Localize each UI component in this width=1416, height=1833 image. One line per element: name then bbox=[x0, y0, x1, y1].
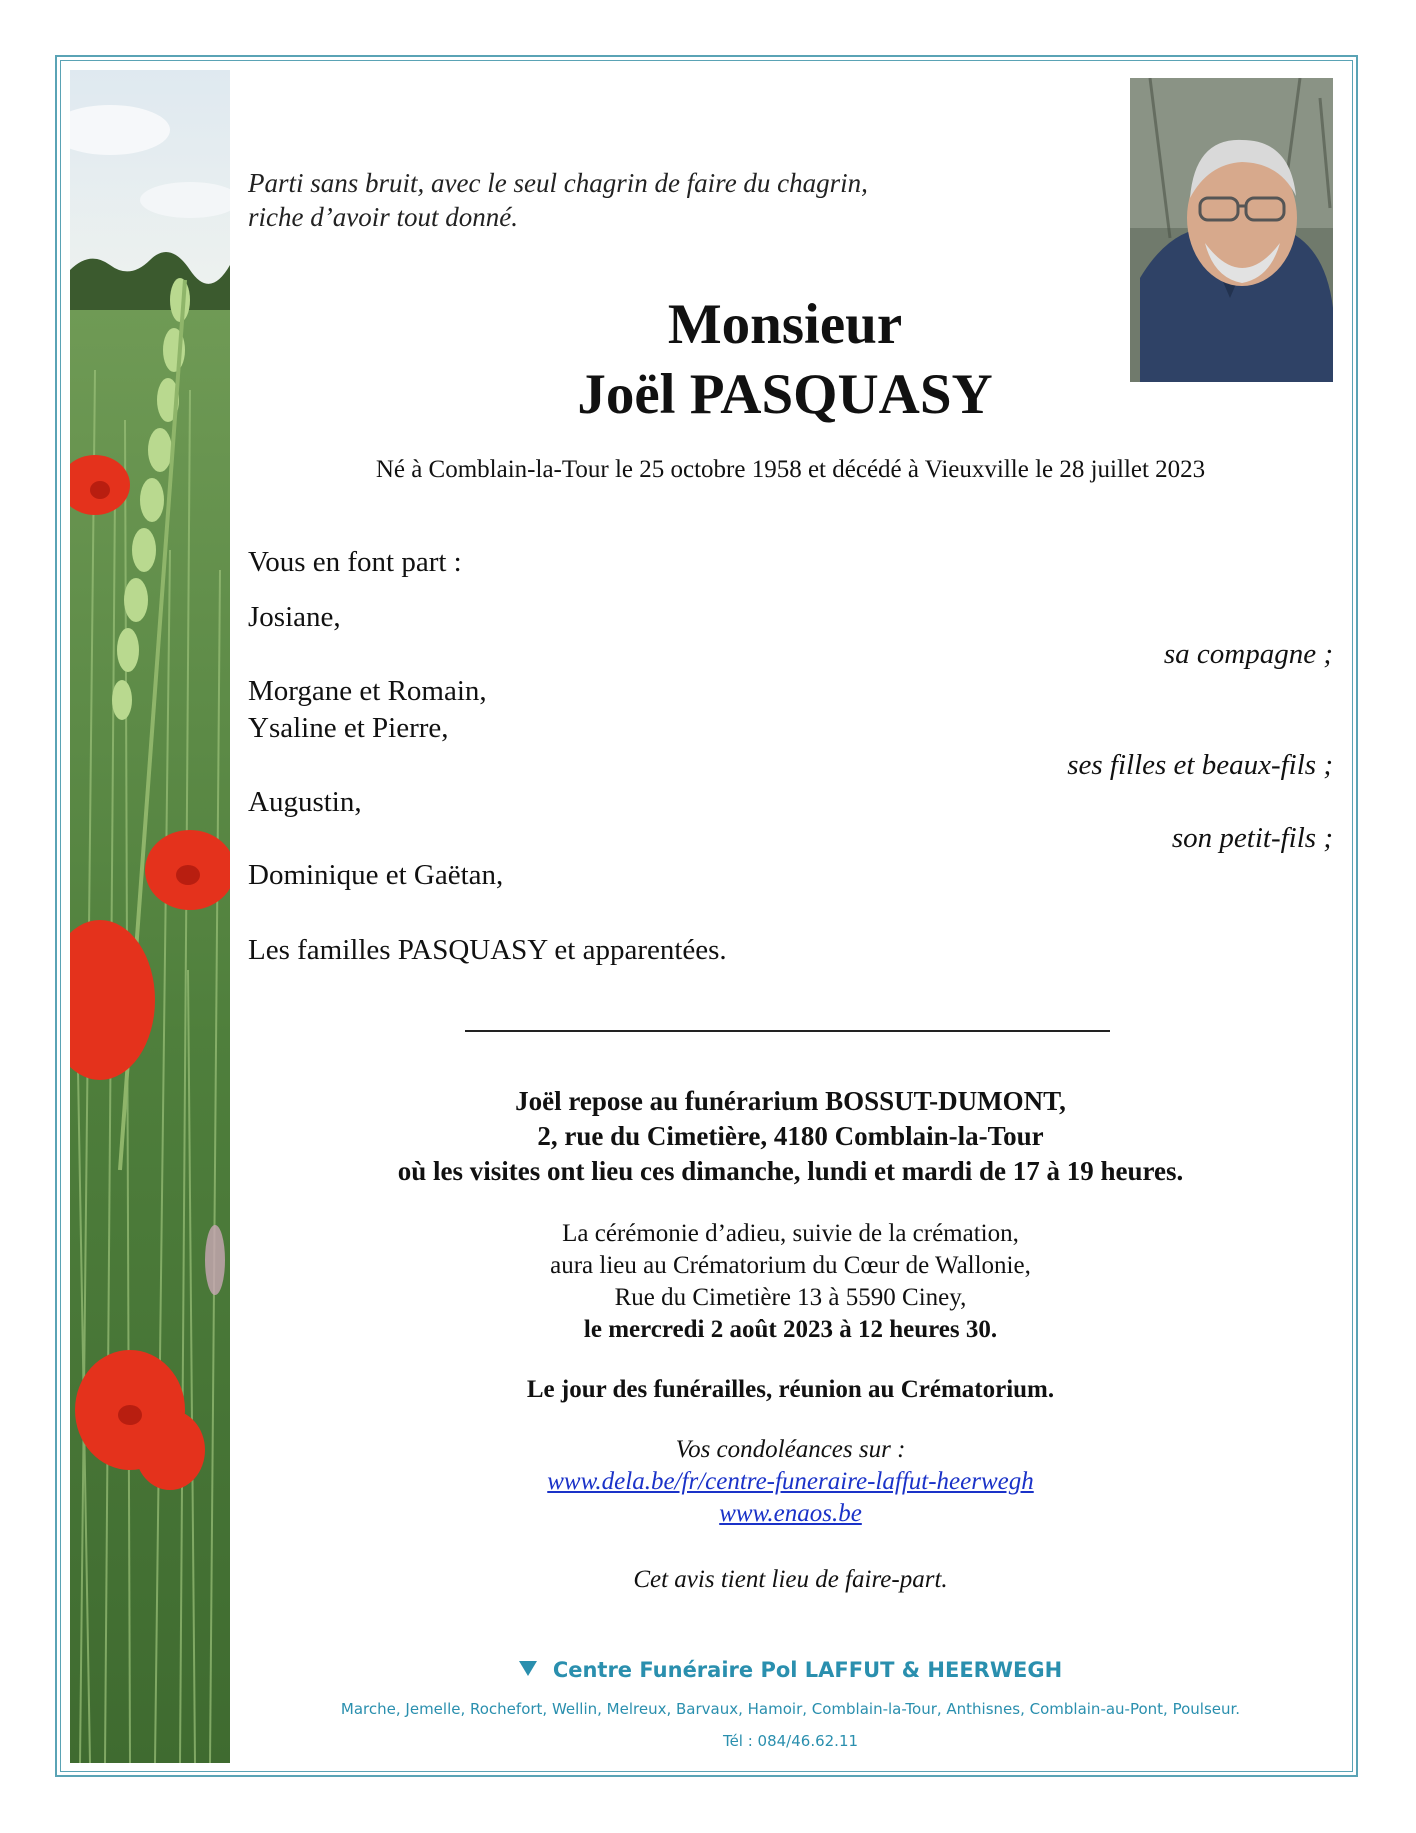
deceased-name: Joël PASQUASY bbox=[577, 363, 993, 426]
condolences-link-dela[interactable]: www.dela.be/fr/centre-funeraire-laffut-heerwegh bbox=[547, 1468, 1034, 1495]
ceremony-line-1: La cérémonie d’adieu, suivie de la crémation, bbox=[562, 1220, 1019, 1247]
company-name bbox=[248, 1658, 1333, 1682]
family-daughters-2: Ysaline et Pierre, bbox=[248, 712, 449, 744]
meeting-note: Le jour des funérailles, réunion au Crématorium. bbox=[526, 1376, 1055, 1403]
family-families: Les familles PASQUASY et apparentées. bbox=[248, 934, 727, 966]
epigraph bbox=[248, 166, 868, 234]
visitation-line-3: où les visites ont lieu ces dimanche, lundi et mardi de 17 à 19 heures. bbox=[397, 1156, 1184, 1186]
ceremony-date: le mercredi 2 août 2023 à 12 heures 30. bbox=[583, 1316, 998, 1343]
triangle-down-icon bbox=[519, 1661, 537, 1676]
family-daughters-relation: ses filles et beaux-fils ; bbox=[1067, 749, 1333, 781]
visitation-block bbox=[248, 1084, 1333, 1189]
poppy-field-image bbox=[70, 70, 230, 1763]
condolences-link-enaos[interactable]: www.enaos.be bbox=[719, 1500, 862, 1527]
portrait-photo bbox=[1130, 78, 1333, 382]
family-daughters-1: Morgane et Romain, bbox=[248, 675, 487, 707]
company-locations: Marche, Jemelle, Rochefort, Wellin, Melreux, Barvaux, Hamoir, Comblain-la-Tour, Anthisnes, Comblain-au-Pont, Poulseur. bbox=[340, 1700, 1241, 1718]
announcement-intro: Vous en font part : bbox=[248, 546, 462, 578]
family-partner-relation: sa compagne ; bbox=[1163, 638, 1333, 670]
company-phone: Tél : 084/46.62.11 bbox=[722, 1732, 859, 1750]
ceremony-line-2: aura lieu au Crématorium du Cœur de Wallonie, bbox=[550, 1252, 1031, 1279]
visitation-line-1: Joël repose au funérarium BOSSUT-DUMONT, bbox=[515, 1086, 1066, 1116]
epigraph-line-2: riche d’avoir tout donné. bbox=[248, 202, 518, 232]
ceremony-block bbox=[248, 1218, 1333, 1346]
company-name-text: Centre Funéraire Pol LAFFUT & HEERWEGH bbox=[552, 1658, 1063, 1682]
family-partner: Josiane, bbox=[248, 601, 341, 633]
epigraph-line-1: Parti sans bruit, avec le seul chagrin de faire du chagrin, bbox=[248, 168, 868, 198]
deceased-title: Monsieur bbox=[667, 293, 903, 356]
notice-text: Cet avis tient lieu de faire-part. bbox=[633, 1566, 948, 1593]
visitation-line-2: 2, rue du Cimetière, 4180 Comblain-la-Tour bbox=[537, 1121, 1044, 1151]
separator-line bbox=[465, 1030, 1110, 1032]
condolences-label: Vos condoléances sur : bbox=[675, 1436, 906, 1463]
family-others: Dominique et Gaëtan, bbox=[248, 859, 504, 891]
family-grandson-relation: son petit-fils ; bbox=[1171, 822, 1333, 854]
birth-death-line: Né à Comblain-la-Tour le 25 octobre 1958 et décédé à Vieuxville le 28 juillet 2023 bbox=[375, 456, 1206, 483]
family-grandson: Augustin, bbox=[248, 786, 362, 818]
ceremony-line-3: Rue du Cimetière 13 à 5590 Ciney, bbox=[614, 1284, 967, 1311]
condolences-block bbox=[248, 1434, 1333, 1530]
